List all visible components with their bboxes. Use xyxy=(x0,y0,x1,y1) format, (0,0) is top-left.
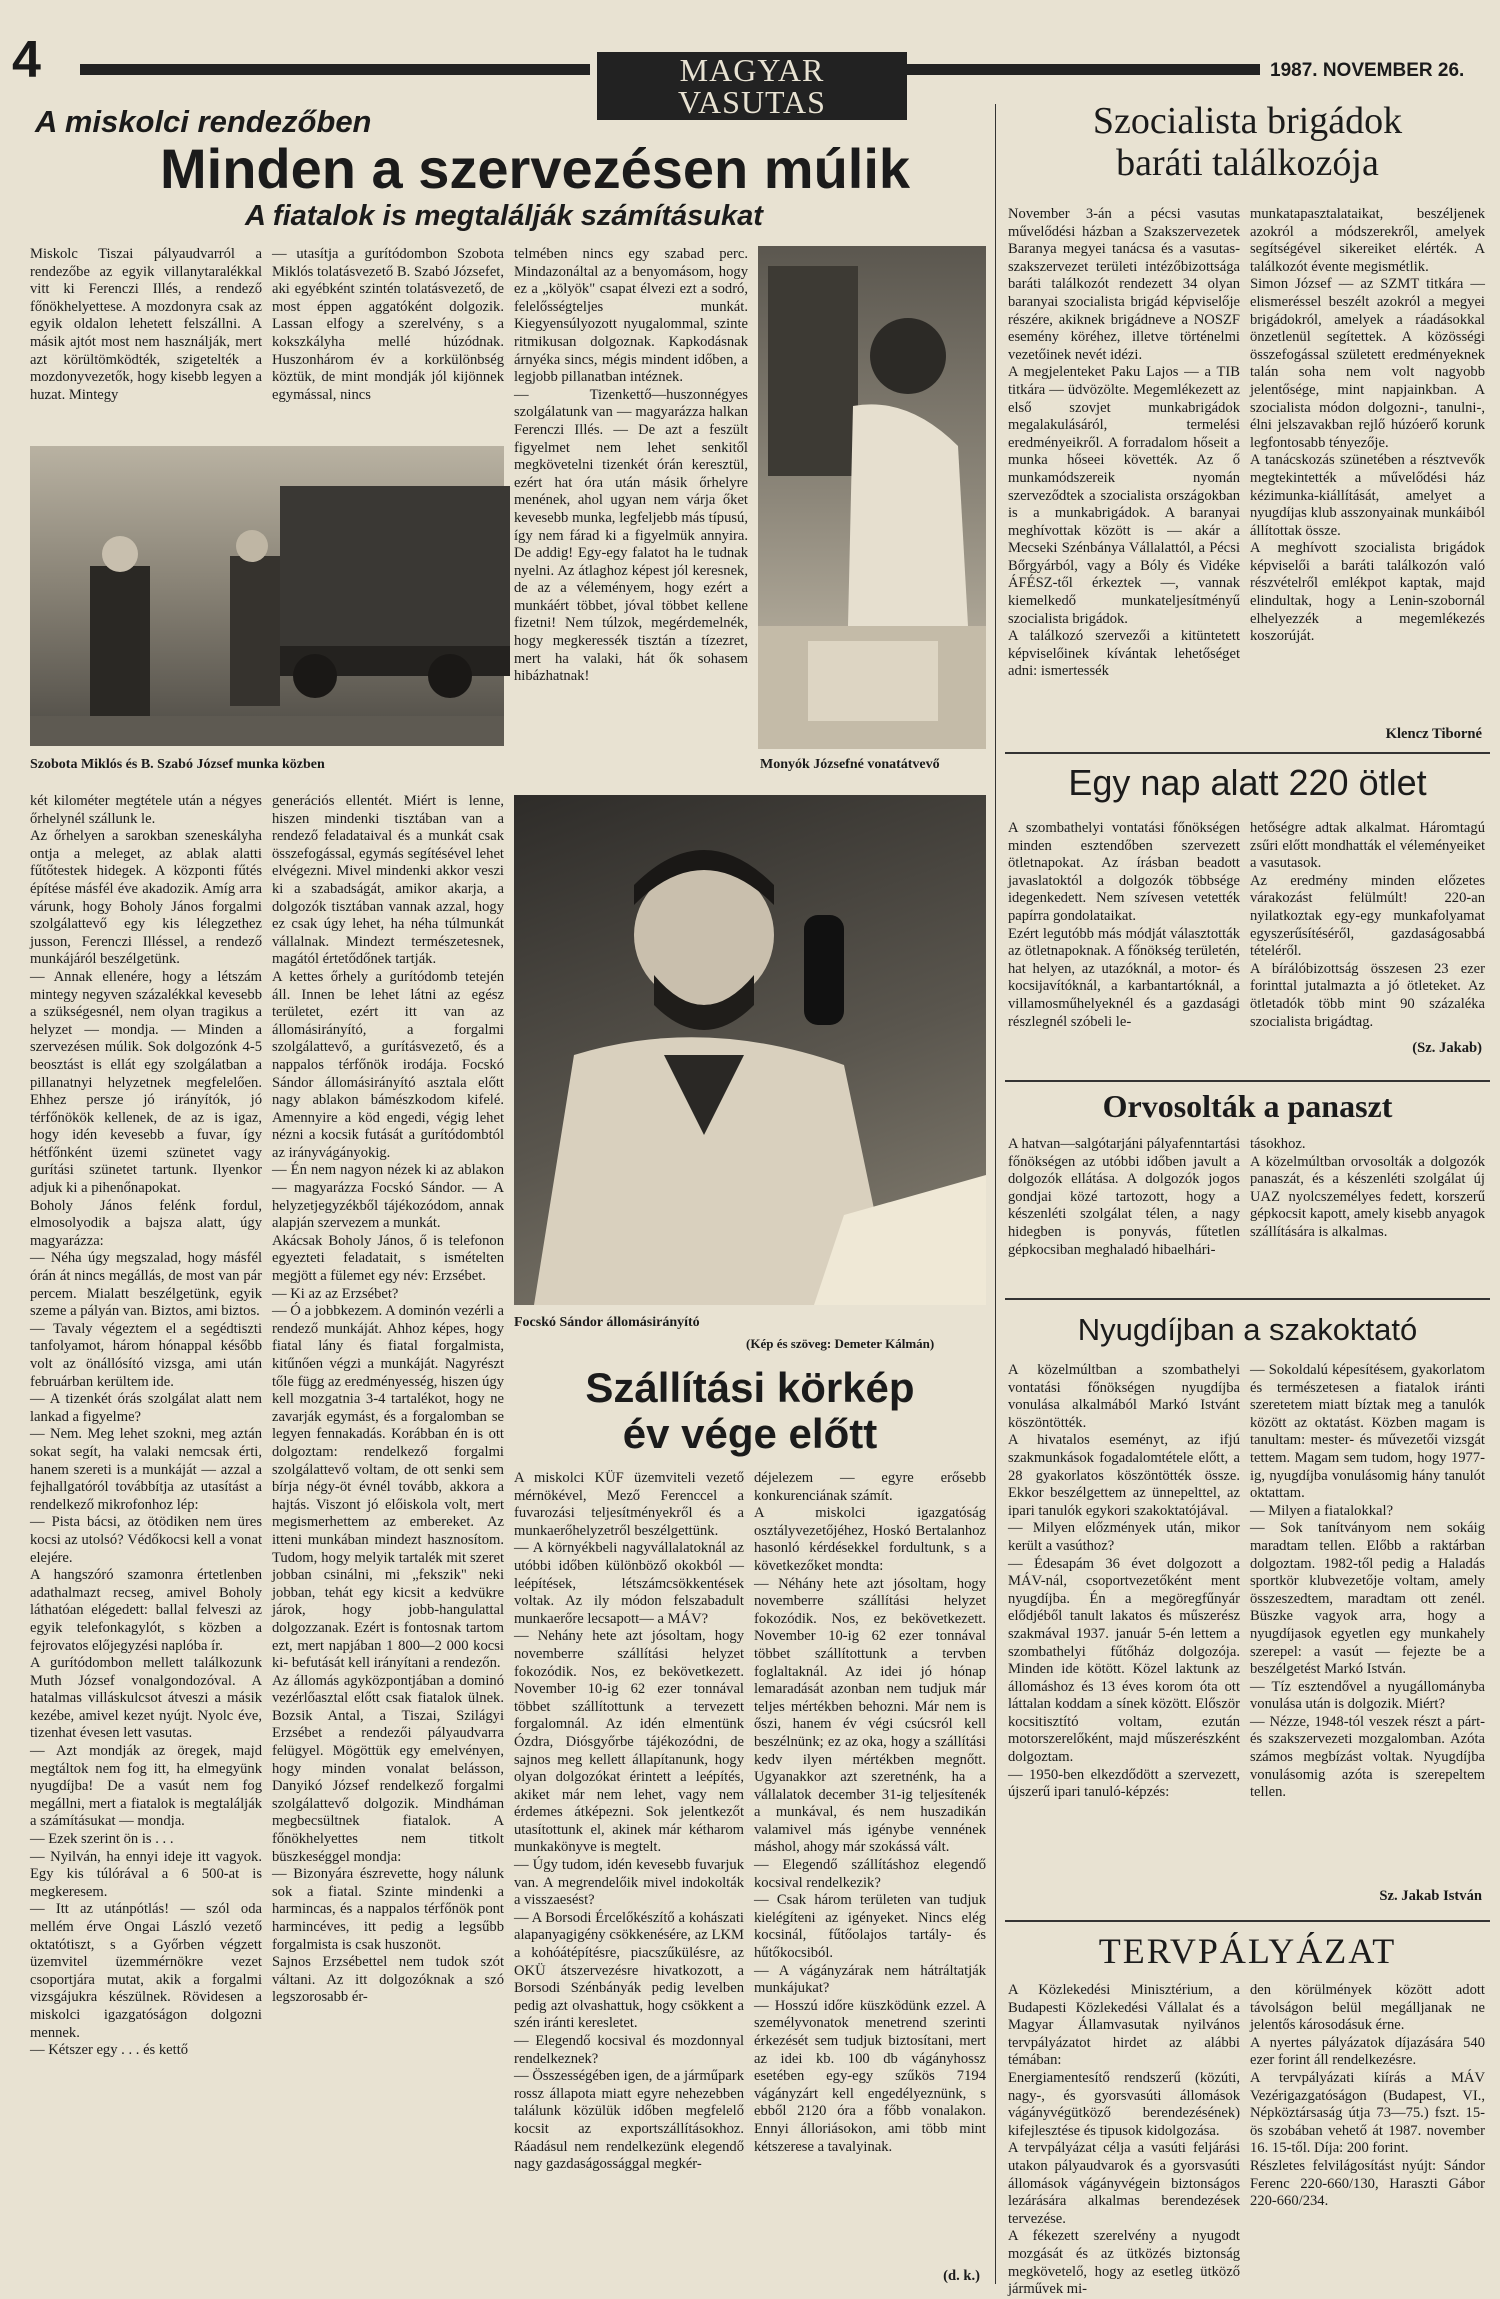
szallitasi-title-line2: év vége előtt xyxy=(622,1410,878,1457)
issue-date: 1987. NOVEMBER 26. xyxy=(1270,60,1465,81)
main-subtitle: A fiatalok is megtalálják számításukat xyxy=(245,200,763,232)
photo-dispatcher xyxy=(514,795,986,1305)
nyugdij-title: Nyugdíjban a szakoktató xyxy=(1077,1312,1418,1347)
palyazat-col2: den körülmények között adott távolságon belül megálljanak ne jelentős károsodásuk érne. A nyertes pályázatok díjazására 540 ezer forint áll rendelkezésre. A tervpályázati kiírás a MÁV Vezérigazgatóságon (Budapest, VI., Népköztársaság útja 73—75.) fszt. 15-ös szobában vehető át 1987. november 16. 15-től. Díja: 200 forint. Részletes felvilágosítást nyújt: Sándor Ferenc 220-660/130, Haraszti Gábor 220-660/234. xyxy=(1250,1982,1485,2210)
photo-workers xyxy=(30,446,504,746)
main-col3: telmében nincs egy szabad perc. Mindazonáltal az a benyomásom, hogy ez a „kölyök" csapat élvezi ezt a sodró, felelősségteljes munkát. Kiegyensúlyozott nyugalommal, szinte ritmikusan dolgoznak. Kapkodásnak árnyéka sincs, mégis mindent időben, a legjobb pillanatban intéznek. — Tizenkettő—huszonnégyes szolgálatunk van — magyarázza halkan Ferenczi Illés. — De azt a feszült figyelmet nem lehet senkitől megkövetelni tizenkét órán keresztül, ezért hat óra után másik őrhelyre menének, ahol ugyan nem várja őket kevesebb munka, legfeljebb más típusú, így nem fárad ki a figyelmük annyira. De addig! Egy-egy falatot ha le tudnak nyelni. Az átlaghoz képest jól keresnek, de az a véleményem, hogy ezért a munkáért többet, jóval többet kellene fizetni! Nem túlzok, megérdemelnék, hogy megkeressék tisztán a tízezret, mert ha valaki, hát ők sohasem hibázhatnak! xyxy=(514,246,748,685)
nyugdij-signature: Sz. Jakab István xyxy=(1379,1888,1482,1904)
brigad-title-line1: Szocialista brigádok xyxy=(1092,100,1403,142)
otlet-title: Egy nap alatt 220 ötlet xyxy=(1068,762,1427,803)
photo2-caption: Monyók Józsefné vonatátvevő xyxy=(760,757,940,772)
szallitasi-signature: (d. k.) xyxy=(943,2268,980,2284)
workers-illustration xyxy=(30,446,504,746)
rule-otlet xyxy=(1005,1080,1490,1082)
panasz-col1: A hatvan—salgótarjáni pályafenntartási főnökségen az utóbbi időben javult a dolgozók ellátása. A dolgozók jogos gondjai közé tartozott, hogy a készenléti szolgálat télen, a nagy hidegben is ponyvás, fűtetlen gépkocsiban meghaladó hibaelhári- xyxy=(1008,1136,1240,1258)
nyugdij-col2: — Sokoldalú képesítésem, gyakorlatom és természetesen a fiatalok iránti szeretetem miatt bíztak meg a tanulók között az oktatást. Közben magam is tanultam: mester- és művezetői vizsgát tettem. Magam sem tudom, hogy 1977-ig, nyugdíjba vonulásomig hány tanulót oktattam. — Milyen a fiatalokkal? — Sok tanítványom nem sokáig maradtam tellen. Előbb a raktárban dolgoztam. 1982-től pedig a Haladás sportkör klubvezetője voltam, amely összeszedtem, maradtam ott zenél. Büszke vagyok arra, hogy a nyugdíjasok egyetlen egy munkahely szerepel: a vasút — fejezte be a beszélgetést Markó István. — Tíz esztendővel a nyugállományba vonulása után is dolgozik. Miért? — Nézze, 1948-tól veszek részt a párt- és szakszervezeti mozgalomban. Azóta számos megbízást voltak. Nyugdíjba vonulásomig azóta is szerepeltem tellen. xyxy=(1250,1362,1485,1801)
column-divider xyxy=(995,104,996,2284)
header-rule-left xyxy=(80,64,590,75)
rule-nyugdij xyxy=(1005,1920,1490,1922)
panasz-col2: tásokhoz. A közelmúltban orvosolták a dolgozók panaszát, és a készenléti szolgálat új UAZ nyolcszemélyes fedett, korszerű gépkocsit kapott, amely kisebb anyagok szállítására is alkalmas. xyxy=(1250,1136,1485,1240)
rule-panasz xyxy=(1005,1298,1490,1300)
brigad-title xyxy=(1005,100,1490,184)
panasz-title: Orvosolták a panaszt xyxy=(1102,1088,1393,1124)
main-col2-bottom: generációs ellentét. Miért is lenne, hiszen mindenki tisztában van a rendező feladataival és a munkát csak összefogással, egymás segítésével lehet elvégezni. Mivel mindenki akkor veszi ki a szabadságát, amikor akarja, a dolgozók tisztában vannak azzal, hogy ez csak úgy lehet, ha néha túlmunkát vállalnak. Mindezt természetesnek, magától értetődőnek tartják. A kettes őrhely a gurítódomb tetején áll. Innen be lehet látni az egész területet, ezért itt van az állomásirányító, a forgalmi szolgálattevő, a gurításvezető, és a nappalos térfőnök irodája. Focskó Sándor állomásirányító asztala előtt nagy ablakon bámészkodom kifelé. Amennyire a köd engedi, végig lehet nézni a kocsik futását a gurítódombtól az irányvágányokig. — Én nem nagyon nézek ki az ablakon — magyarázza Focskó Sándor. — A helyzetjegyzékből tájékozódom, annak alapján szervezem a munkát. Akácsak Boholy János, ő is telefonon egyezteti feladatait, s ismételten megjött a fülemet egy név: Erzsébet. — Ki az az Erzsébet? — Ó a jobbkezem. A dominón vezérli a rendező munkáját. Ahhoz képes, hogy fiatal lány és fiatal forgalmista, kitűnően végzi a munkáját. Nagyrészt tőle függ az eredményesség, hiszen úgy kell mozgatnia 3-4 tartalékot, hogy ne zavarják egymást, és a forgalomban se legyen fennakadás. Korábban én is ott dolgoztam: rendelkező forgalmi szolgálattevő voltam, de ott senki sem bírja négy-öt évnél tovább, akkora a hajtás. Viszont jó előiskola volt, mert megismerhettem az embereket. Az itteni munkában mindezt hasznosítom. Tudom, hogy melyik tartalék mit szeret jobban csinálni, mi „fekszik" neki jobban, tehát egy kicsit a kedvükre járok, hogy jobb-hangulattal dolgozzanak. Ezért is fontosnak tartom ezt, mert napjában 1 800—2 000 kocsi ki- befutását kell irányítani a rendezőn. Az állomás agyközpontjában a dominó vezérlőasztal előtt csak fiatalok ülnek. Bozsik Antal, a Tiszai, Szilágyi Erzsébet a rendezői pályaudvarra felügyel. Mögöttük egy emelvényen, hogy minden vonalat belásson, Danyikó József rendelkező forgalmi szolgálattevő dolgozik. Mindháman megbecsültnek fiatalok. A főnökhelyettes nem titkolt büszkeséggel mondja: — Bizonyára észrevette, hogy nálunk sok a fiatal. Szinte mindenki a harmincas, és a nappalos térfőnök pont harmincéves, itt pedig a legsűbb forgalmista is csak huszonöt. Sajnos Erzsébettel nem tudok szót váltani. Az itt dolgozóknak a szó legszorosabb ér- xyxy=(272,793,504,2006)
brigad-col2: munkatapasztalataikat, beszéljenek azokról a módszerekről, amelyek segítségével sikereiket elérték. A találkozót évente megismétlik. Simon József — az SZMT titkára — elismeréssel beszélt azokról a megyei brigádokról, amelyek a ráadásokkal önzetlenül segítettek. A közösségi összefogással született eredményeknek talán soha nem volt nagyobb jelentősége, mint napjainkban. A szocialista módon dolgozni-, tanulni-, élni jelszavakban rejlő húzóerő korunk legfontosabb tényezője. A tanácskozás szünetében a résztvevők megtekintették a művelődési ház kézimunka-kiállítását, amelyet a nyugdíjas klub asszonyainak munkáiból állítottak össze. A meghívott szocialista brigádok képviselői a baráti találkozón való részvételről emlékpot kaptak, majd elindultak, hogy a Lenin-szobornál elhelyezzék a megemlékezés koszorúját. xyxy=(1250,206,1485,645)
otlet-col1: A szombathelyi vontatási főnökségen minden esztendőben szervezett ötletnapokat. Az írásban beadott javaslatoktól a dolgozók többsége idegenkedett. Nem szívesen vetették papírra gondolataikat. Ezért legutóbb más módját választották az ötletnapoknak. A főnökség területén, hat helyen, az utazóknál, a motor- és kocsijavítóknál, a karbantartóknál, a villamosműhelyeknél és a gazdasági részlegnél szóbeli le- xyxy=(1008,820,1240,1030)
szallitasi-title xyxy=(514,1365,986,1457)
header-rule-right xyxy=(895,64,1260,75)
photo3-caption: Focskó Sándor állomásirányító xyxy=(514,1315,700,1330)
otlet-signature: (Sz. Jakab) xyxy=(1412,1040,1482,1056)
palyazat-col1: A Közlekedési Minisztérium, a Budapesti Közlekedési Vállalat és a Magyar Államvasutak nyilvános tervpályázatot hirdet az alábbi témában: Energiamentesítő rendszerű (közúti, nagy-, és gyorsvasúti állomások vágányvégütköző berendezésének) kifejlesztése és tipusok kidolgozása. A tervpályázat célja a vasúti feljárási utakon pályaudvarok és a gyorsvasúti állomások vágányvégein biztonságos lezárására alkalmas berendezések tervezése. A fékezett szerelvény a nyugodt mozgását és az ütközés biztonság megkövetelő, hogy az esetleg ütköző járművek mi- xyxy=(1008,1982,1240,2298)
dispatcher-illustration xyxy=(514,795,986,1305)
szallitasi-title-line1: Szállítási körkép xyxy=(585,1364,915,1411)
photo1-caption: Szobota Miklós és B. Szabó József munka közben xyxy=(30,757,325,772)
brigad-signature: Klencz Tiborné xyxy=(1385,726,1482,742)
szallitasi-col1: A miskolci KÜF üzemviteli vezető mérnökével, Mező Ferenccel a fuvarozási teljesítményekről és a munkaerőhelyzetről beszélgettünk. — A környékbeli nagyvállalatoknál az utóbbi időben különböző okokból — leépítések, létszámcsökkentések voltak. Az ily módon felszabadult munkaerőre lecsapott— a MÁV? — Nehány hete azt jósoltam, hogy novemberre szállítási helyzet fokozódik. Nos, ez bekövetkezett. November 10-ig 62 ezer tonnával többet szállítottunk a tervezett forgalomnál. Az idén elmentünk Ózdra, Diósgyőrbe tájékozódni, de sajnos meg kellett állapítanunk, hogy olyan dolgozókat érintett a leépítés, akiket már nem lehet, vagy nem érdemes átképezni. Sok jelentkezőt utasítottunk el, akinek már kétharom munkakönyve is megtelt. — Úgy tudom, idén kevesebb fuvarjuk van. A megrendelőik mivel indokolták a visszaesést? — A Borsodi Ércelőkészítő a kohászati alapanyagigény csökkenésére, az LKM a kohóátépítésre, piacszűkülésre, az OKÜ átszervezésre hivatkozott, a Borsodi Szénbányák pedig levelben pedig azt olvashattuk, hogy csökkent a szén iránti keresletet. — Elegendő kocsival és mozdonnyal rendelkeznek? — Összességében igen, de a járműpark rossz állapota miatt egyre nehezebben találunk közülük időben megfelelő kocsit az exportszállításokhoz. Ráadásul nem rendelkezünk elegendő nagy gazdaságossággal megkér- xyxy=(514,1470,744,2173)
main-col1-top: Miskolc Tiszai pályaudvarról a rendezőbe az egyik villanytaralékkal vitt ki Ferenczi Illés, a rendező főnökhelyettese. A mozdonyra csak az egyik oldalon lehetett felszállni. A másik ajtót most nem használják, mert azt körültömködték, szigetelték a mozdonyvezetők, hogy kisebb legyen a huzat. Mintegy xyxy=(30,246,262,403)
main-kicker: A miskolci rendezőben xyxy=(35,104,372,139)
photo-credit: (Kép és szöveg: Demeter Kálmán) xyxy=(746,1336,935,1351)
woman-illustration xyxy=(758,246,986,749)
main-col1-bottom: két kilométer megtétele után a négyes őrhelynél szállunk le. Az őrhelyen a sarokban szeneskályha ontja a meleget, az ablak alatti fűtőtestek hidegek. A központi fűtés építése másfél éve akadozik. Amíg arra várunk, hogy Boholy János forgalmi szolgálattevő egy kis lélegzethez jusson, Ferenczi Illéssel, a rendező munkájáról beszélgetünk. — Annak ellenére, hogy a létszám mintegy negyven százalékkal kevesebb a szükségesnél, nem olyan tragikus a helyzet — mondja. — Minden a szervezésen múlik. Sok dolgozónk 4-5 beosztást is ellát egy szolgálatban a pillanatnyi helyzetnek megfelelően. Ehhez persze jó irányítók, jó térfőnökök kellenek, de az is igaz, hogy idén kevesebb a fuvar, így hétfőnként üzemi szünetet vagy gurítási szünetet tartunk. Ilyenkor adjuk ki a pihenőnapokat. Boholy János felénk fordul, elmosolyodik a bajsza alatt, úgy magyarázza: — Néha úgy megszalad, hogy másfél órán át nincs megállás, de most van pár percem. Mialatt beszélgetünk, egyik szeme a pályán van. Biztos, ami biztos. — Tavaly végeztem el a segédtiszti tanfolyamot, három hónappal később volt az önállósító vizsga, ami után februárban kerültem ide. — A tizenkét órás szolgálat alatt nem lankad a figyelme? — Nem. Meg lehet szokni, meg aztán sokat segít, ha valaki nemcsak érti, hanem szereti is a munkáját — azzal a fejhallgatóról továbbítja az utasítást a rendelkező mikrofonhoz lép: — Pista bácsi, az ötödiken nem üres kocsi az utolsó? Védőkocsi kell a vonat elejére. A hangszóró szamonra értetlenben adathalmazt recseg, amivel Boholy láthatóan elégedett: ballal felveszi az egyik telefonkagylót, s közben a fejrovatos előjegyzési naplóba ír. A gurítódombon mellett találkozunk Muth József vonalgondozóval. A hatalmas villáskulcsot átveszi a másik kezébe, amivel kezet nyújt. Nyolc éve, tizenhat évesen lett vasutas. — Azt mondják az öregek, majd megtáltok nem fog itt, ha elmegyünk nyugdíjba! De a vasút nem fog megállni, mert a fiatalok is megtalálják a számításukat — mondja. — Ezek szerint ön is . . . — Nyilván, ha ennyi ideje itt vagyok. Egy kis túlórával a 6 500-at is megkeresem. — Itt az utánpótlás! — szól oda mellém érve Ongai László vezető oktatótiszt, s a Győrben végzett üzemvitel üzemmérnökre vezet csoportjára mutat, akik a forgalmi vizsgájukra készülnek. Rövidesen a miskolci igazgatóságon dolgozni mennek. — Kétszer egy . . . és kettő xyxy=(30,793,262,2059)
photo-woman xyxy=(758,246,986,749)
main-col2-top: — utasítja a gurítódombon Szobota Miklós tolatásvezető B. Szabó Józsefet, aki egyébként szintén tolatásvezető, de most éppen aggatóként dolgozik. Lassan elfogy a szerelvény, s a kokszkályha mellé húzódnak. Huszonhárom év a korkülönbség köztük, de mint mondják jól kijönnek egymással, nincs xyxy=(272,246,504,403)
rule-brigad xyxy=(1005,752,1490,754)
brigad-title-line2: baráti találkozója xyxy=(1116,142,1379,184)
masthead: MAGYAR VASUTAS xyxy=(597,52,907,120)
palyazat-title: TERVPÁLYÁZAT xyxy=(1098,1931,1397,1971)
nyugdij-col1: A közelmúltban a szombathelyi vontatási főnökségen nyugdíjba vonulása alkalmából Markó Istvánt köszöntötték. A hivatalos eseményt, az ifjú szakmunkások fogadalomtétele előtt, a 28 gyakorlatos köszöntötték össze. Ekkor beszélgettem az ünnepelttel, az ipari tanulók egykori szakoktatójával. — Milyen előzmények után, mikor került a vasúthoz? — Édesapám 36 évet dolgozott a MÁV-nál, csoportvezetőként ment nyugdíjba. Én a megöregfűnyár elődjéből tanult lakatos és műszerész szakmával 1937. január 5-én lettem a szombathelyi fűtőház dolgozója. Minden ide kötött. Közel laktunk az állomáshoz és 13 éves korom óta ott láttalan koddam a sínek között. Először kocsitisztító voltam, ezután motorszerelőként, majd műszerészként dolgoztam. — 1950-ben elkezdődött a szervezett, újszerű ipari tanuló-képzés: xyxy=(1008,1362,1240,1801)
brigad-col1: November 3-án a pécsi vasutas művelődési házban a Szakszervezetek Baranya megyei tanácsa és a vasutas-szakszervezet területi intézőbizottsága baráti találkozót rendezett 34 olyan baranyai szocialista brigád képviselője részére, akiknek brigádneve a NOSZF esemény köréhez, illetve történelmi vezetőinek nevét idézi. A megjelenteket Paku Lajos — a TIB titkára — üdvözölte. Megemlékezett az első szovjet munkabrigádok megalakulásáról, termelési eredményeikről. A forradalom hőseit a munka hőseei követték. Az ő munkamódszereik nyomán szerveződtek a szocialista országokban is a munkabrigádok. A baranyai meghívottak között is — akár a Mecseki Szénbánya Vállalattól, a Pécsi Bőrgyárból, vagy a Bóly és Vidéke ÁFÉSZ-től érkeztek —, vannak kiemelkedő munkateljesítményű szocialista brigádok. A találkozó szervezői a kitüntetett képviselőinek kívántak lehetőséget adni: ismertessék xyxy=(1008,206,1240,680)
main-title: Minden a szervezésen múlik xyxy=(160,137,911,200)
szallitasi-col2: déjelezem — egyre erősebb konkurenciának számít. A miskolci igazgatóság osztályvezetőjéhez, Hoskó Bertalanhoz hasonló kérdésekkel fordultunk, s a következőket mondta: — Néhány hete azt jósoltam, hogy novemberre szállítási helyzet fokozódik. Nos, ez bekövetkezett. November 10-ig 62 ezer tonnával többet szállítottunk a tervben foglaltaknál. Az idei jó hónap lemaradását azonban nem tudjuk már teljes mértékben behozni. Már nem is őszi, hanem év végi csúcsról kell beszélnünk; ez az oka, hogy a szállítási kedv ilyen mértékben megnőtt. Ugyanakkor azt szeretnénk, ha a vállalatok december 31-ig teljesítenék a munkával, és nem huszadikán valamivel más igénybe vennének máshol, ahogy már szokássá vált. — Elegendő szállításhoz elegendő kocsival rendelkezik? — Csak három területen van tudjuk kielégíteni az igényeket. Nincs elég kocsinál, fűtőolajos tartály- és hűtőkocsiból. — A vágányzárak nem hátráltatják munkájukat? — Hosszú időre küszködünk ezzel. A személyvonatok menetrend szerinti érkezését sem tudjuk biztosítani, mert az idei kb. 100 db vágányhossz esetében egy-egy szűkös 7194 vágányzárt kell engedélyeznünk, s ebből 2120 óra a főbb vonalakon. Ennyi álloriásokon, ami több mint kétszerese a tavalyinak. xyxy=(754,1470,986,2155)
page-number: 4 xyxy=(12,31,41,89)
otlet-col2: hetőségre adtak alkalmat. Háromtagú zsűri előtt mondhatták el véleményeiket a vasutasok. Az eredmény minden előzetes várakozást felülmúlt! 220-an nyilatkoztak egy-egy munkafolyamat egyszerűsítéséről, gazdaságosabbá tételéről. A bírálóbizottság összesen 23 ezer forinttal jutalmazta a jó ötleteket. Az ötletadók több mint 90 százaléka szocialista brigádtag. xyxy=(1250,820,1485,1030)
